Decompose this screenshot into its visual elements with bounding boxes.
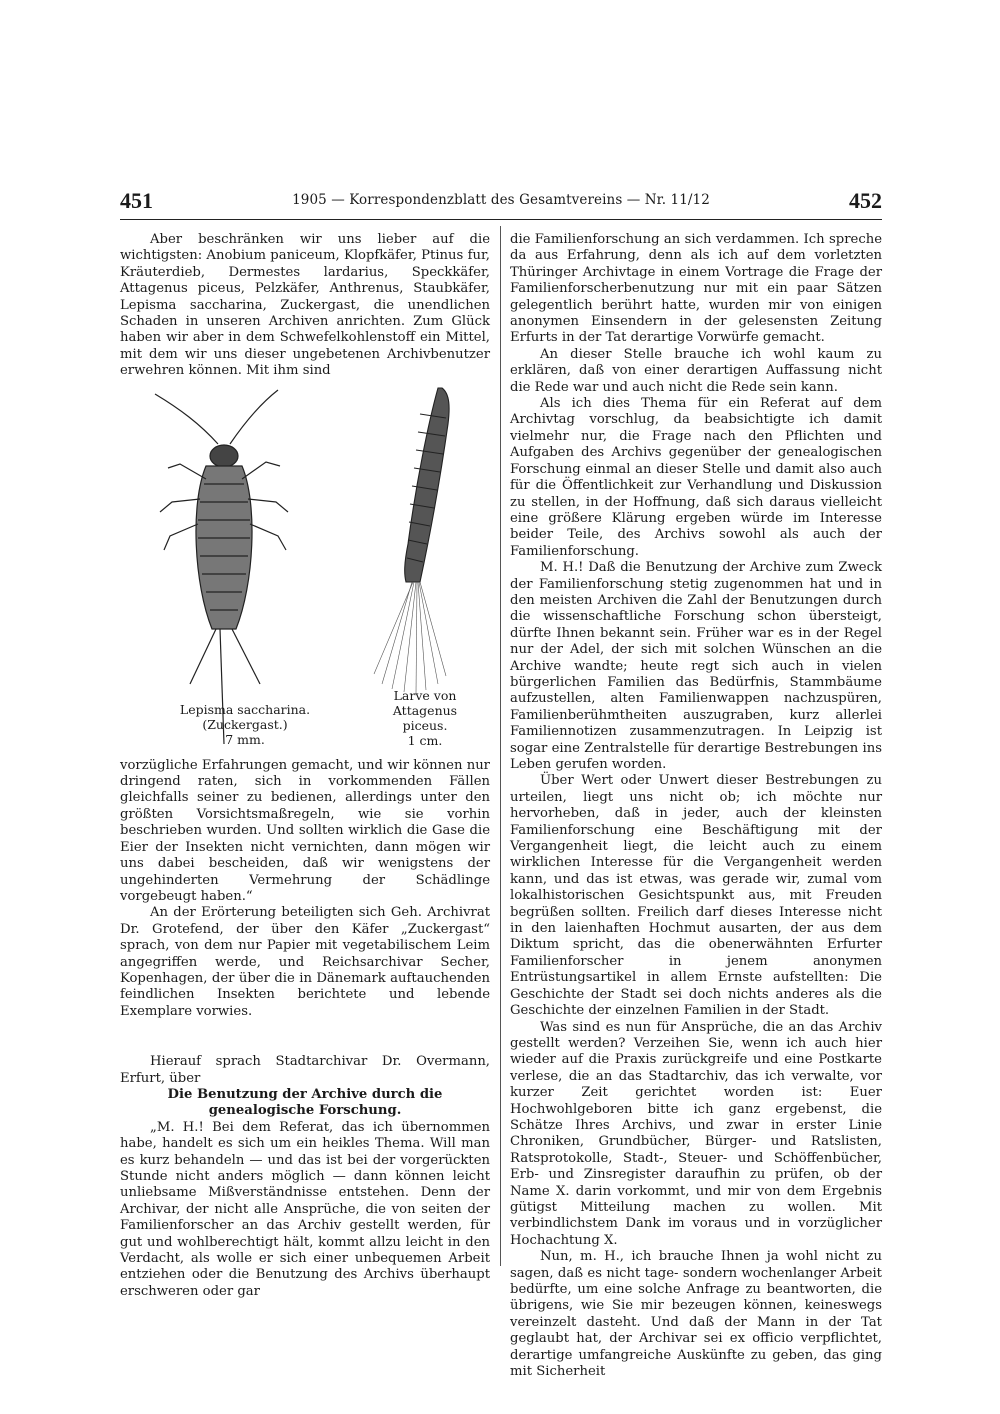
right-paragraph: Nun, m. H., ich brauche Ihnen ja wohl nicht zu sagen, daß es nicht tage- sondern wochenlanger Arbeit bedürfte, um eine solche Anfrage zu beantworten, die übrigens, wie Sie mir bezeugen können, keineswegs vereinzelt dasteht. Und daß der Mann in der Tat geglaubt hat, der Archivar sei ex officio verpflichtet, derartige umfangreiche Auskünfte zu geben, das ging mit Sicherheit: [510, 1249, 882, 1380]
page-header: [120, 186, 882, 216]
right-paragraph: An dieser Stelle brauche ich wohl kaum zu erklären, daß von einer derartigen Auffassung nicht die Rede war und auch nicht die Rede sein kann.: [510, 346, 882, 395]
left-paragraph: Aber beschränken wir uns lieber auf die wichtigsten: Anobium paniceum, Klopfkäfer, Ptinus fur, Kräuterdieb, Dermestes lardarius, Speckkäfer, Attagenus piceus, Pelzkäfer, Anthrenus, Staubkäfer, Lepisma saccharina, Zuckergast, die unendlichen Schaden in unseren Archiven anrichten. Zum Glück haben wir aber in dem Schwefelkohlenstoff ein Mittel, mit dem wir uns dieser ungebetenen Archivbenutzer erwehren können. Mit ihm sind: [120, 232, 490, 379]
right-column: [510, 232, 882, 1380]
page-number-left: 451: [120, 188, 153, 213]
left-paragraph: vorzügliche Erfahrungen gemacht, und wir können nur dringend raten, sich in vorkommenden Fällen gleichfalls seiner zu bedienen, allerdings unter den größten Vorsichtsmaßregeln, wie sie vorhin beschrieben wurden. Und sollten wirklich die Gase die Eier der Insekten nicht vernichten, dann mögen wir uns dabei bescheiden, daß wir wenigstens der ungehinderten Vermehrung der Schädlinge vorgebeugt haben.“: [120, 757, 490, 904]
right-paragraph: die Familienforschung an sich verdammen. Ich spreche da aus Erfahrung, denn als ich auf dem vorletzten Thüringer Archivtage in einem Vortrage die Frage der Familienforscherbenutzung nur mit ein paar Sätzen gelegentlich berührt hatte, wurden mir von einigen anonymen Einsendern in der gelesensten Zeitung Erfurts in der Tat derartige Vorwürfe gemacht.: [510, 232, 882, 346]
running-title: 1905 — Korrespondenzblatt des Gesamtvereins — Nr. 11/12: [292, 192, 710, 208]
right-paragraph: M. H.! Daß die Benutzung der Archive zum Zweck der Familienforschung stetig zugenommen hat und in den meisten Archiven die Zahl der Benutzungen durch die wissenschaftliche Forschung schon übersteigt, dürfte Ihnen bekannt sein. Früher war es in der Regel nur der Adel, der sich mit solchen Wünschen an die Archive wandte; heute regt sich auch in vielen bürgerlichen Familien das Bedürfnis, Stammbäume aufzustellen, alten Familienwappen nachzuspüren, Familienberühmtheiten auszugraben, kurz allerlei Familiennotizen zusammenzutragen. In Leipzig ist sogar eine Zentralstelle für derartige Bestrebungen ins Leben gerufen worden.: [510, 560, 882, 772]
right-paragraph: Was sind es nun für Ansprüche, die an das Archiv gestellt werden? Verzeihen Sie, wenn ich auch hier wieder auf die Praxis zurückgreife und eine Postkarte verlese, die an das Stadtarchiv, das ich verwalte, vor kurzer Zeit gerichtet worden ist: Euer Hochwohlgeboren bitte ich ganz ergebenst, die Schätze Ihres Archivs, und zwar in erster Linie Chroniken, Grundbücher, Bürger- und Ratslisten, Ratsprotokolle, Stadt-, Steuer- und Schöffenbücher, Erb- und Zinsregister daraufhin zu prüfen, ob der Name X. darin vorkommt, und mir von dem Ergebnis gütigst Mitteilung machen zu wollen. Mit verbindlichstem Dank im voraus und in vorzüglicher Hochachtung X.: [510, 1019, 882, 1248]
figure-left-caption: [160, 702, 330, 747]
caption-line: 1 cm.: [407, 732, 443, 748]
left-paragraph: An der Erörterung beteiligten sich Geh. Archivrat Dr. Grotefend, der über den Käfer „Zuckergast“ sprach, von dem nur Papier mit vegetabilischem Leim angegriffen werde, und Reichsarchivar Secher, Kopenhagen, der über die in Dänemark auftauchenden feindlichen Insekten berichtete und lebende Exemplare vorwies.: [120, 905, 490, 1019]
insect-figure: [120, 384, 490, 754]
header-rule: [120, 219, 882, 220]
caption-line: Attagenus: [392, 702, 458, 718]
right-paragraph: Als ich dies Thema für ein Referat auf dem Archivtag vorschlug, da beabsichtigte ich damit vielmehr nur, die Frage nach den Pflichten und Aufgaben des Archivs gegenüber der genealogischen Forschung einmal an dieser Stelle und damit also auch für die Öffentlichkeit zur Verhandlung und Diskussion zu stellen, in der Hoffnung, daß sich daraus vielleicht eine größere Klärung ergeben würde im Interesse beider Teile, des Archivs sowohl als auch der Familienforschung.: [510, 396, 882, 559]
caption-line: Lepisma saccharina.: [179, 701, 311, 717]
figure-right-caption: [360, 688, 490, 748]
caption-line: 7 mm.: [225, 731, 265, 747]
section-title: Die Benutzung der Archive durch die genealogische Forschung.: [167, 1086, 443, 1119]
silverfish-illustration: [155, 390, 288, 744]
column-divider: [500, 226, 501, 1266]
page-number-right: 452: [849, 188, 882, 213]
caption-line: (Zuckergast.): [202, 716, 288, 732]
right-paragraph: Über Wert oder Unwert dieser Bestrebungen zu urteilen, liegt uns nicht ob; ich möchte nur hervorheben, daß in jeder, auch der kleinsten Familienforschung eine Beschäftigung mit der Vergangenheit liegt, die leicht auch zu einem wirklichen Interesse für die Vergangenheit werden kann, und das ist etwas, was gerade wir, zumal vom lokalhistorischen Gesichtspunkt aus, mit Freuden begrüßen sollten. Freilich darf dieses Interesse nicht in den laienhaften Hochmut ausarten, der aus dem Diktum spricht, das die obenerwähnten Erfurter Familienforscher in jenem anonymen Entrüstungsartikel in allem Ernste aufstellten: Die Geschichte der Stadt sei doch nichts anderes als die Geschichte der einzelnen Familien in der Stadt.: [510, 773, 882, 1019]
caption-line: Larve von: [393, 687, 457, 703]
left-paragraph: Hierauf sprach Stadtarchivar Dr. Overmann, Erfurt, über: [120, 1054, 490, 1086]
caption-line: piceus.: [402, 717, 448, 733]
left-column: [120, 232, 490, 1300]
left-paragraph: „M. H.! Bei dem Referat, das ich übernommen habe, handelt es sich um ein heikles Thema. Will man es kurz behandeln — und das ist bei der vorgerückten Stunde nicht anders möglich — dann können leicht unliebsame Mißverständnisse entstehen. Denn der Archivar, der nicht alle Ansprüche, die von seiten der Familienforscher an das Archiv gestellt werden, für gut und wohlberechtigt hält, kommt allzu leicht in den Verdacht, als wolle er sich einer unbequemen Arbeit entziehen oder die Benutzung des Archivs überhaupt erschweren oder gar: [120, 1119, 490, 1299]
larva-illustration: [374, 388, 449, 694]
